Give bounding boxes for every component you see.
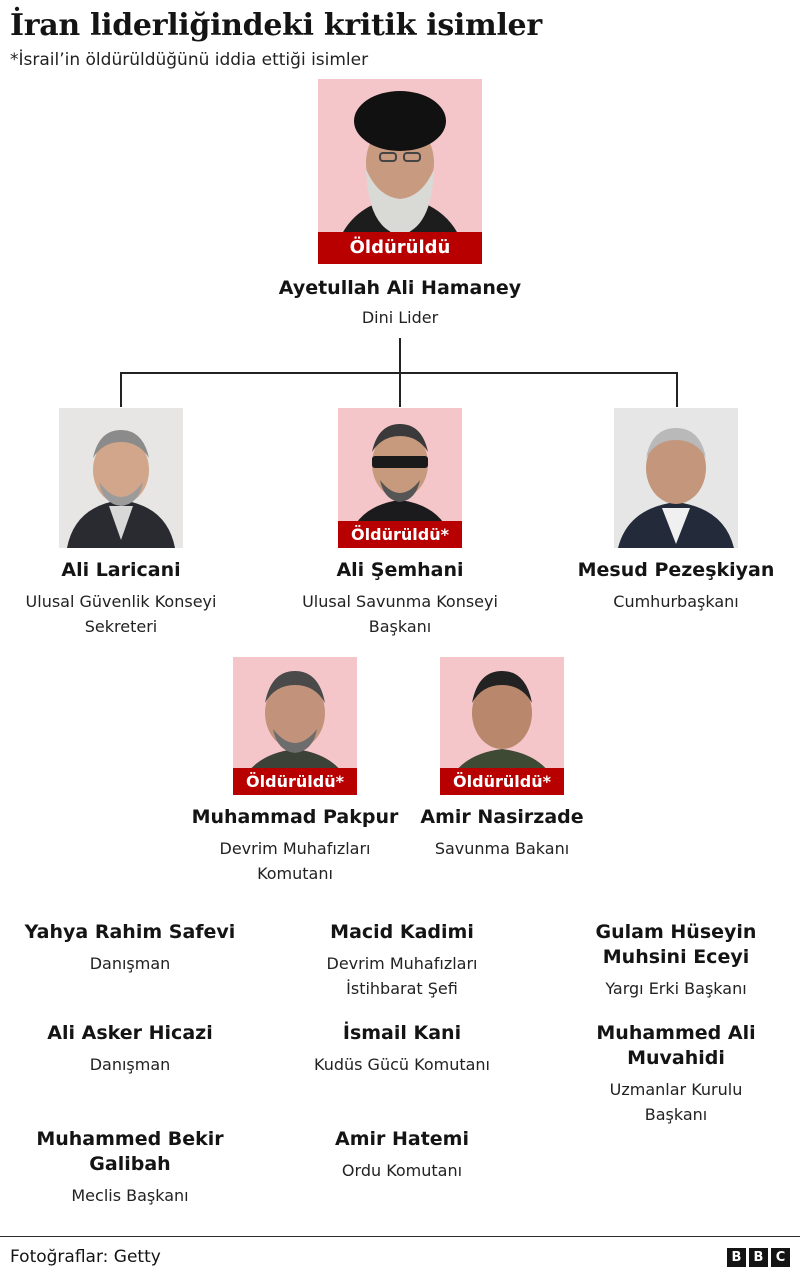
person-name: Ali Laricani [61,559,181,581]
person-card-nasirzade [372,657,632,861]
person-name: Galibah [89,1153,171,1175]
person-role: Ulusal Güvenlik Konseyi [25,592,217,611]
person-role: Cumhurbaşkanı [613,592,739,611]
list-item [272,1127,532,1183]
killed-badge: Öldürüldü* [440,768,564,795]
killed-badge: Öldürüldü* [338,521,462,548]
person-name: Amir Nasirzade [420,806,584,828]
killed-badge: Öldürüldü* [233,768,357,795]
person-role: Savunma Bakanı [434,839,570,858]
footer-divider [0,1236,800,1237]
person-role: Başkanı [644,1105,708,1124]
list-item [546,920,800,1001]
person-portrait [233,657,357,795]
person-card-pezeskiyan [546,408,800,614]
person-role: Meclis Başkanı [71,1186,189,1205]
person-role: Dini Lider [361,308,439,327]
person-name: Muhsini Eceyi [602,946,750,968]
list-item [0,1021,260,1077]
person-portrait [338,408,462,548]
person-role: İstihbarat Şefi [346,979,458,998]
person-role: Yargı Erki Başkanı [605,979,747,998]
killed-badge: Öldürüldü [318,232,482,264]
person-name: Macid Kadimi [330,921,474,943]
person-role: Ulusal Savunma Konseyi [302,592,498,611]
person-name: Yahya Rahim Safevi [24,921,236,943]
person-role: Başkanı [368,617,432,636]
leader-card [250,79,550,330]
logo-letter: C [771,1248,790,1267]
list-item [0,920,260,976]
person-role: Devrim Muhafızları [326,954,478,973]
logo-letter: B [749,1248,768,1267]
person-name: Muhammed Ali [596,1022,756,1044]
person-role: Devrim Muhafızları [219,839,371,858]
logo-letter: B [727,1248,746,1267]
page-title: İran liderliğindeki kritik isimler [10,8,542,43]
list-item [546,1021,800,1127]
person-name: Muvahidi [627,1047,725,1069]
person-name: Mesud Pezeşkiyan [577,559,775,581]
person-name: Gulam Hüseyin [595,921,757,943]
person-name: Ayetullah Ali Hamaney [278,277,522,299]
person-name: Muhammad Pakpur [191,806,399,828]
portrait-silhouette-icon [614,408,738,548]
bbc-logo [727,1248,790,1267]
person-role: Danışman [89,1055,171,1074]
person-role: Danışman [89,954,171,973]
person-name: Muhammed Bekir [36,1128,224,1150]
list-item [272,920,532,1001]
leader-portrait [318,79,482,264]
person-role: Kudüs Gücü Komutanı [314,1055,490,1074]
person-name: Amir Hatemi [334,1128,469,1150]
person-name: Ali Şemhani [336,559,464,581]
person-role: Komutanı [257,864,333,883]
person-role: Sekreteri [84,617,158,636]
person-card-laricani [0,408,251,639]
list-item [0,1127,260,1208]
person-portrait [59,408,183,548]
person-name: İsmail Kani [342,1022,462,1044]
person-role: Ordu Komutanı [341,1161,463,1180]
person-portrait [440,657,564,795]
portrait-silhouette-icon [59,408,183,548]
page-subtitle: *İsrail’in öldürüldüğünü iddia ettiği isimler [10,50,369,70]
person-card-semhani [270,408,530,639]
person-name: Ali Asker Hicazi [47,1022,213,1044]
person-role: Uzmanlar Kurulu [609,1080,743,1099]
person-portrait [614,408,738,548]
list-item [272,1021,532,1077]
photo-credit: Fotoğraflar: Getty [10,1247,161,1267]
